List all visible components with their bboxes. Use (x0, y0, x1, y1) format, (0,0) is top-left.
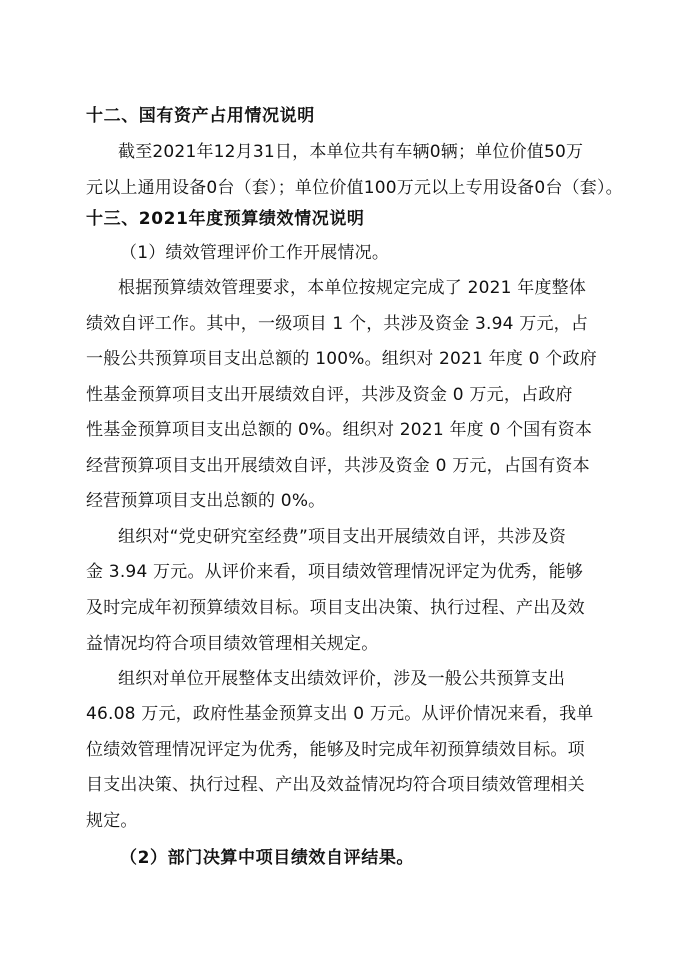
paragraph-line: 元以上通用设备0台（套）；单位价值100万元以上专用设备0台（套）。 (86, 178, 623, 198)
paragraph-line: 组织对“党史研究室经费”项目支出开展绩效自评，共涉及资 (118, 527, 567, 547)
paragraph-line: 益情况均符合项目绩效管理相关规定。 (86, 634, 379, 654)
paragraph-line: 规定。 (86, 811, 138, 831)
paragraph-line: 经营预算项目支出开展绩效自评，共涉及资金 0 万元，占国有资本 (86, 456, 590, 476)
subsection-heading-2: （2）部门决算中项目绩效自评结果。 (120, 848, 415, 868)
section-heading-13: 十三、2021年度预算绩效情况说明 (86, 209, 365, 229)
paragraph-line: 目支出决策、执行过程、产出及效益情况均符合项目绩效管理相关 (86, 775, 585, 795)
paragraph-line: 性基金预算项目支出总额的 0%。组织对 2021 年度 0 个国有资本 (86, 420, 593, 440)
section-heading-12: 十二、国有资产占用情况说明 (86, 106, 315, 126)
subsection-heading-1: （1）绩效管理评价工作开展情况。 (120, 243, 390, 263)
paragraph-line: 位绩效管理情况评定为优秀，能够及时完成年初预算绩效目标。项 (86, 740, 585, 760)
paragraph-line: 及时完成年初预算绩效目标。项目支出决策、执行过程、产出及效 (86, 598, 585, 618)
paragraph-line: 金 3.94 万元。从评价来看，项目绩效管理情况评定为优秀，能够 (86, 562, 584, 582)
paragraph-line: 一般公共预算项目支出总额的 100%。组织对 2021 年度 0 个政府 (86, 349, 597, 369)
paragraph-line: 组织对单位开展整体支出绩效评价，涉及一般公共预算支出 (118, 669, 566, 689)
paragraph-line: 经营预算项目支出总额的 0%。 (86, 491, 326, 511)
paragraph-line: 截至2021年12月31日，本单位共有车辆0辆；单位价值50万 (118, 142, 584, 162)
paragraph-line: 性基金预算项目支出开展绩效自评，共涉及资金 0 万元，占政府 (86, 385, 573, 405)
paragraph-line: 根据预算绩效管理要求，本单位按规定完成了 2021 年度整体 (118, 278, 587, 298)
paragraph-line: 46.08 万元，政府性基金预算支出 0 万元。从评价情况来看，我单 (86, 704, 594, 724)
paragraph-line: 绩效自评工作。其中，一级项目 1 个，共涉及资金 3.94 万元，占 (86, 314, 589, 334)
